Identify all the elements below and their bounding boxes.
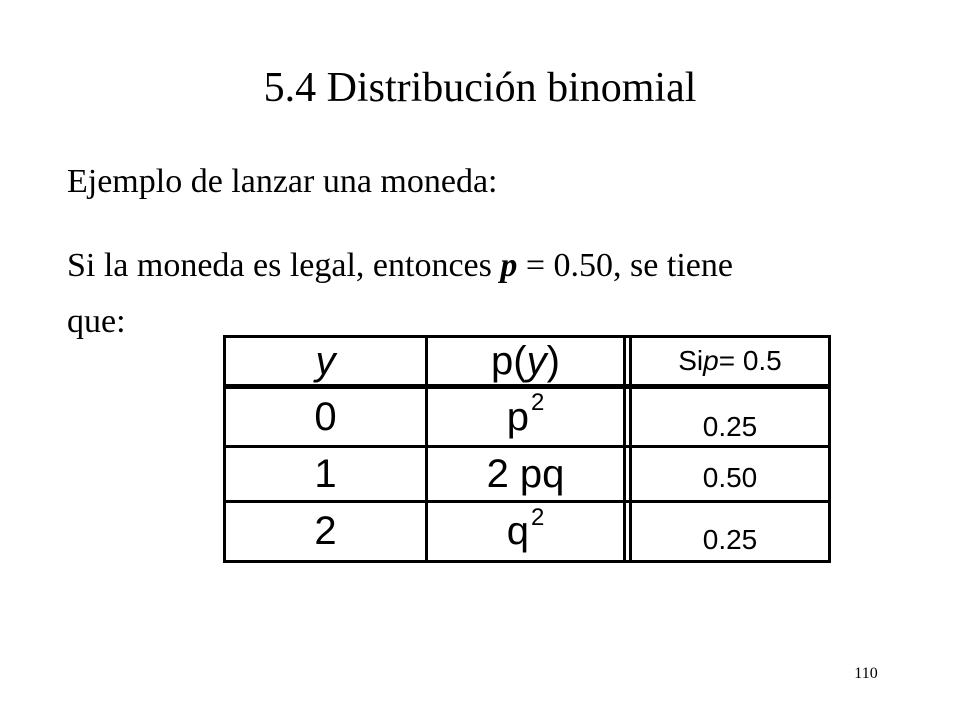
row-2-p-exponent: 2 [530,503,545,531]
header-si-p [632,338,828,384]
row-2-y: 2 [314,509,337,553]
row-1-p: 2 pq [486,451,565,496]
statement-continuation: que: [67,303,126,340]
row-2-p-base: q [506,509,529,553]
column-divider [623,335,626,563]
header-py-var: y [526,338,547,383]
row-0-p-exponent: 2 [530,389,545,416]
statement-variable-p: p [500,247,518,284]
slide-title: 5.4 Distribución binomial [263,65,697,111]
page-number: 110 [854,665,878,682]
header-py-suffix: ) [546,338,560,383]
row-1-y: 1 [314,451,337,496]
header-si-suffix: = 0.5 [718,345,782,376]
row-0-p-base: p [506,394,529,439]
header-py [428,338,623,384]
row-0-y: 0 [314,394,337,439]
statement-suffix: = 0.50, se tiene [517,247,733,284]
header-si-var: p [703,345,719,376]
row-0-value: 0.25 [702,411,758,442]
header-py-prefix: p( [491,338,527,383]
example-heading: Ejemplo de lanzar una moneda: [67,163,498,200]
header-si-prefix: Si [678,345,704,376]
row-2-value: 0.25 [702,523,758,555]
row-1-value: 0.50 [702,462,758,493]
header-y: y [315,338,336,383]
statement-prefix: Si la moneda es legal, entonces [67,247,501,284]
fair-coin-statement [67,244,733,288]
row-2-p [428,503,623,560]
row-0-p [428,389,623,445]
